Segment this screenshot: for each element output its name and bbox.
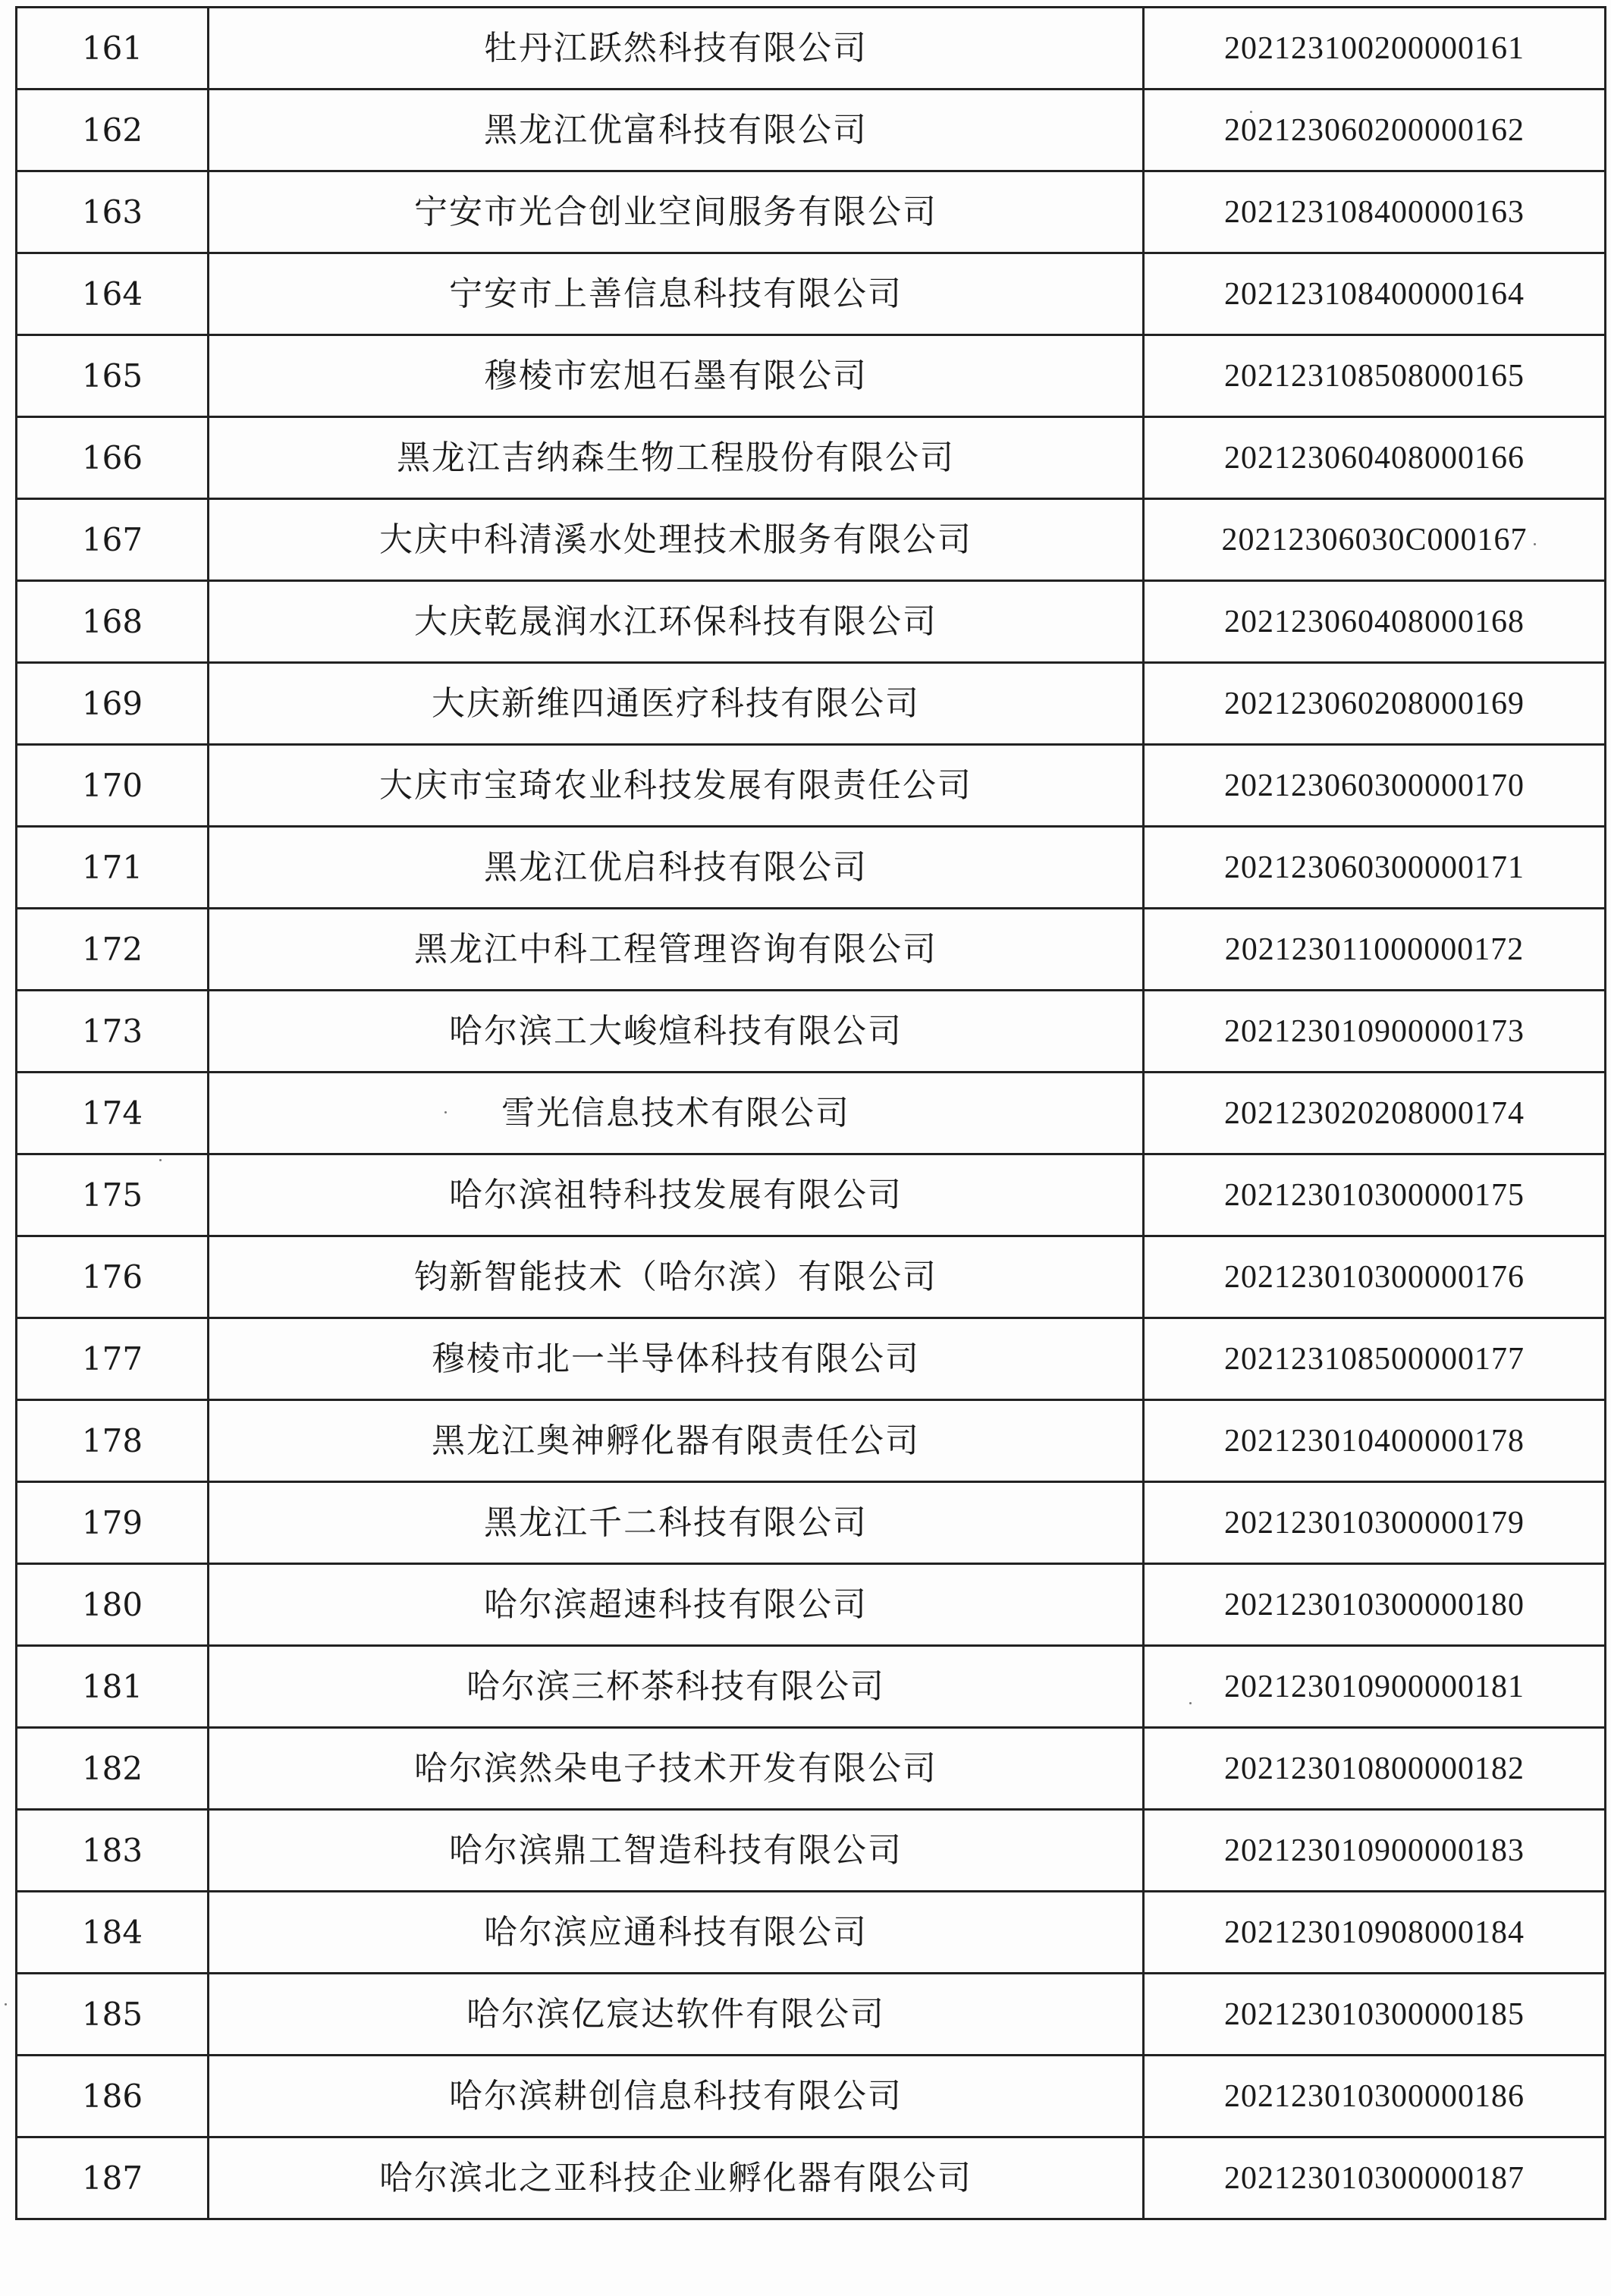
registration-code-cell: 202123010908000184 bbox=[1144, 1892, 1606, 1974]
registration-code-cell: 202123108508000165 bbox=[1144, 335, 1606, 417]
company-name-cell: 哈尔滨亿宸达软件有限公司 bbox=[209, 1974, 1144, 2056]
registration-code-cell: 202123010300000175 bbox=[1144, 1154, 1606, 1236]
table-row bbox=[17, 581, 1606, 663]
registration-code-cell: 202123060408000166 bbox=[1144, 417, 1606, 499]
row-number-cell: 171 bbox=[17, 827, 209, 909]
registration-code-cell: 202123108400000164 bbox=[1144, 253, 1606, 335]
row-number-cell: 174 bbox=[17, 1073, 209, 1154]
scan-speck bbox=[1534, 543, 1536, 545]
company-name-cell: 哈尔滨工大峻煊科技有限公司 bbox=[209, 991, 1144, 1073]
registry-table-body bbox=[17, 8, 1606, 2219]
scan-speck bbox=[444, 1111, 447, 1113]
table-row bbox=[17, 1974, 1606, 2056]
registration-code-cell: 202123010800000182 bbox=[1144, 1728, 1606, 1810]
scan-speck bbox=[1189, 1702, 1192, 1704]
registration-code-cell: 202123010300000185 bbox=[1144, 1974, 1606, 2056]
company-name-cell: 哈尔滨三杯茶科技有限公司 bbox=[209, 1646, 1144, 1728]
company-name-cell: 钧新智能技术（哈尔滨）有限公司 bbox=[209, 1236, 1144, 1318]
registration-code-cell: 202123010900000173 bbox=[1144, 991, 1606, 1073]
table-row bbox=[17, 335, 1606, 417]
company-name-cell: 哈尔滨北之亚科技企业孵化器有限公司 bbox=[209, 2137, 1144, 2219]
registration-code-cell: 202123010300000186 bbox=[1144, 2056, 1606, 2137]
company-name-cell: 黑龙江中科工程管理咨询有限公司 bbox=[209, 909, 1144, 991]
row-number-cell: 172 bbox=[17, 909, 209, 991]
company-name-cell: 黑龙江奥神孵化器有限责任公司 bbox=[209, 1400, 1144, 1482]
company-name-cell: 雪光信息技术有限公司 bbox=[209, 1073, 1144, 1154]
row-number-cell: 177 bbox=[17, 1318, 209, 1400]
row-number-cell: 184 bbox=[17, 1892, 209, 1974]
company-name-cell: 穆棱市北一半导体科技有限公司 bbox=[209, 1318, 1144, 1400]
row-number-cell: 161 bbox=[17, 8, 209, 90]
row-number-cell: 162 bbox=[17, 90, 209, 171]
table-row bbox=[17, 1154, 1606, 1236]
registration-code-cell: 202123060208000169 bbox=[1144, 663, 1606, 745]
table-row bbox=[17, 745, 1606, 827]
row-number-cell: 175 bbox=[17, 1154, 209, 1236]
row-number-cell: 176 bbox=[17, 1236, 209, 1318]
company-registry-table bbox=[15, 6, 1606, 2220]
registration-code-cell: 202123060300000170 bbox=[1144, 745, 1606, 827]
registration-code-cell: 202123108500000177 bbox=[1144, 1318, 1606, 1400]
registration-code-cell: 202123108400000163 bbox=[1144, 171, 1606, 253]
registration-code-cell: 202123010400000178 bbox=[1144, 1400, 1606, 1482]
table-row bbox=[17, 1564, 1606, 1646]
company-name-cell: 哈尔滨超速科技有限公司 bbox=[209, 1564, 1144, 1646]
table-row bbox=[17, 827, 1606, 909]
table-row bbox=[17, 1073, 1606, 1154]
registration-code-cell: 202123010900000183 bbox=[1144, 1810, 1606, 1892]
table-row bbox=[17, 2137, 1606, 2219]
table-row bbox=[17, 1236, 1606, 1318]
table-row bbox=[17, 1482, 1606, 1564]
table-row bbox=[17, 417, 1606, 499]
table-row bbox=[17, 8, 1606, 90]
row-number-cell: 170 bbox=[17, 745, 209, 827]
company-name-cell: 哈尔滨耕创信息科技有限公司 bbox=[209, 2056, 1144, 2137]
row-number-cell: 173 bbox=[17, 991, 209, 1073]
scan-speck bbox=[5, 2003, 7, 2005]
table-row bbox=[17, 1892, 1606, 1974]
scan-speck bbox=[1250, 111, 1252, 113]
registration-code-cell: 202123060200000162 bbox=[1144, 90, 1606, 171]
row-number-cell: 165 bbox=[17, 335, 209, 417]
table-row bbox=[17, 991, 1606, 1073]
table-row bbox=[17, 90, 1606, 171]
registration-code-cell: 202123100200000161 bbox=[1144, 8, 1606, 90]
row-number-cell: 163 bbox=[17, 171, 209, 253]
registration-code-cell: 20212306030C000167 bbox=[1144, 499, 1606, 581]
row-number-cell: 178 bbox=[17, 1400, 209, 1482]
row-number-cell: 164 bbox=[17, 253, 209, 335]
row-number-cell: 182 bbox=[17, 1728, 209, 1810]
table-row bbox=[17, 1810, 1606, 1892]
company-name-cell: 黑龙江千二科技有限公司 bbox=[209, 1482, 1144, 1564]
row-number-cell: 168 bbox=[17, 581, 209, 663]
company-name-cell: 宁安市光合创业空间服务有限公司 bbox=[209, 171, 1144, 253]
registration-code-cell: 202123060300000171 bbox=[1144, 827, 1606, 909]
company-name-cell: 哈尔滨然朵电子技术开发有限公司 bbox=[209, 1728, 1144, 1810]
table-row bbox=[17, 663, 1606, 745]
company-name-cell: 大庆中科清溪水处理技术服务有限公司 bbox=[209, 499, 1144, 581]
row-number-cell: 181 bbox=[17, 1646, 209, 1728]
registration-code-cell: 202123011000000172 bbox=[1144, 909, 1606, 991]
registration-code-cell: 202123010300000179 bbox=[1144, 1482, 1606, 1564]
row-number-cell: 167 bbox=[17, 499, 209, 581]
company-name-cell: 黑龙江优富科技有限公司 bbox=[209, 90, 1144, 171]
company-name-cell: 哈尔滨应通科技有限公司 bbox=[209, 1892, 1144, 1974]
row-number-cell: 180 bbox=[17, 1564, 209, 1646]
table-row bbox=[17, 253, 1606, 335]
row-number-cell: 187 bbox=[17, 2137, 209, 2219]
row-number-cell: 179 bbox=[17, 1482, 209, 1564]
company-name-cell: 黑龙江吉纳森生物工程股份有限公司 bbox=[209, 417, 1144, 499]
company-name-cell: 大庆新维四通医疗科技有限公司 bbox=[209, 663, 1144, 745]
table-row bbox=[17, 909, 1606, 991]
company-name-cell: 黑龙江优启科技有限公司 bbox=[209, 827, 1144, 909]
table-row bbox=[17, 171, 1606, 253]
row-number-cell: 169 bbox=[17, 663, 209, 745]
scan-speck bbox=[159, 1159, 162, 1161]
company-name-cell: 大庆市宝琦农业科技发展有限责任公司 bbox=[209, 745, 1144, 827]
company-name-cell: 大庆乾晟润水江环保科技有限公司 bbox=[209, 581, 1144, 663]
table-row bbox=[17, 1318, 1606, 1400]
row-number-cell: 185 bbox=[17, 1974, 209, 2056]
registration-code-cell: 202123020208000174 bbox=[1144, 1073, 1606, 1154]
table-row bbox=[17, 1646, 1606, 1728]
company-name-cell: 哈尔滨祖特科技发展有限公司 bbox=[209, 1154, 1144, 1236]
registration-code-cell: 202123010300000176 bbox=[1144, 1236, 1606, 1318]
company-name-cell: 哈尔滨鼎工智造科技有限公司 bbox=[209, 1810, 1144, 1892]
row-number-cell: 186 bbox=[17, 2056, 209, 2137]
table-row bbox=[17, 1400, 1606, 1482]
table-row bbox=[17, 2056, 1606, 2137]
registration-code-cell: 202123010300000187 bbox=[1144, 2137, 1606, 2219]
company-name-cell: 宁安市上善信息科技有限公司 bbox=[209, 253, 1144, 335]
table-row bbox=[17, 499, 1606, 581]
registration-code-cell: 202123010900000181 bbox=[1144, 1646, 1606, 1728]
company-name-cell: 牡丹江跃然科技有限公司 bbox=[209, 8, 1144, 90]
row-number-cell: 166 bbox=[17, 417, 209, 499]
registration-code-cell: 202123010300000180 bbox=[1144, 1564, 1606, 1646]
row-number-cell: 183 bbox=[17, 1810, 209, 1892]
company-name-cell: 穆棱市宏旭石墨有限公司 bbox=[209, 335, 1144, 417]
registration-code-cell: 202123060408000168 bbox=[1144, 581, 1606, 663]
table-row bbox=[17, 1728, 1606, 1810]
